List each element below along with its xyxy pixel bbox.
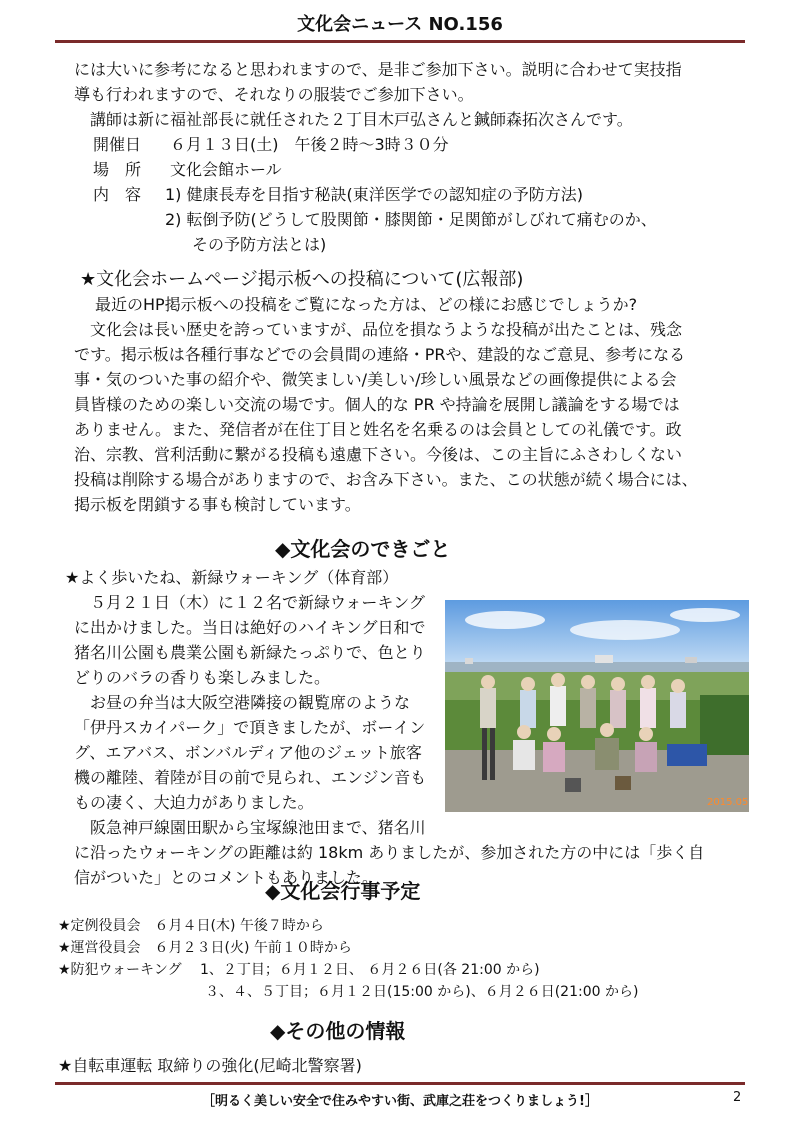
hp-line-1: 最近のHP掲示板への投稿をご覧になった方は、どの様にお感じでしょうか?: [95, 295, 638, 314]
intro-line-2: 導も行われますので、それなりの服装でご参加下さい。: [74, 85, 474, 104]
schedule-line-3: ★防犯ウォーキング 1、２丁目；６月１２日、 ６月２６日(各 21:00 から): [58, 962, 540, 978]
place-value: 文化会館ホール: [170, 160, 282, 179]
events-line-2: に出かけました。当日は絶好のハイキング日和で: [74, 618, 426, 637]
hp-line-6: ありません。また、発信者が在住丁目と姓名を名乗るのは会員としての礼儀です。政: [74, 420, 682, 439]
hp-line-3: です。掲示板は各種行事などでの会員間の連絡・PRや、建設的なご意見、参考になる: [74, 345, 686, 364]
schedule-line-2: ★運営役員会 ６月２３日(火) 午前１０時から: [58, 940, 352, 956]
schedule-line-1: ★定例役員会 ６月４日(木) 午後７時から: [58, 918, 324, 934]
intro-line-1: には大いに参考になると思われますので、是非ご参加下さい。説明に合わせて実技指: [74, 60, 682, 79]
hp-line-8: 投稿は削除する場合がありますので、お含み下さい。また、この状態が続く場合には、: [74, 470, 698, 489]
other-item: ★自転車運転 取締りの強化(尼崎北警察署): [58, 1056, 362, 1075]
hp-line-2: 文化会は長い歴史を誇っていますが、品位を損なうような投稿が出たことは、残念: [74, 320, 683, 339]
hp-line-4: 事・気のついた事の紹介や、微笑ましい/美しい/珍しい風景などの画像提供による会: [74, 370, 677, 389]
page-number: 2: [733, 1090, 742, 1105]
events-line-8: 機の離陸、着陸が目の前で見られ、エンジン音も: [74, 768, 427, 787]
schedule-line-4: ３、４、５丁目；６月１２日(15:00 から)、６月２６日(21:00 から): [205, 984, 639, 1000]
schedule-heading: ◆文化会行事予定: [265, 879, 421, 903]
events-line-12: 信がついた」とのコメントもありました。: [74, 868, 379, 887]
date-label: 開催日: [93, 135, 142, 154]
content-item-3: その予防方法とは): [192, 235, 327, 254]
hp-line-9: 掲示板を閉鎖する事も検討しています。: [74, 495, 361, 514]
events-subtitle: ★よく歩いたね、新緑ウォーキング（体育部）: [65, 568, 399, 587]
top-rule: [55, 40, 745, 43]
events-heading: ◆文化会のできごと: [275, 537, 451, 561]
events-line-10: 阪急神戸線園田駅から宝塚線池田まで、猪名川: [74, 818, 426, 837]
content-label: 内 容: [93, 185, 142, 204]
events-line-7: グ、エアバス、ボンバルディア他のジェット旅客: [74, 743, 422, 762]
events-line-1: ５月２１日（木）に１２名で新緑ウォーキング: [74, 593, 425, 612]
date-value: ６月１３日(土) 午後２時〜3時３０分: [170, 135, 449, 154]
bottom-rule: [55, 1082, 745, 1085]
events-line-5: お昼の弁当は大阪空港隣接の観覧席のような: [74, 693, 411, 712]
footer-slogan: ［明るく美しい安全で住みやすい街、武庫之荘をつくりましょう!］: [202, 1094, 598, 1109]
hp-line-5: 員皆様のための楽しい交流の場です。個人的な PR や持論を展開し議論をする場では: [74, 395, 680, 414]
events-line-11: に沿ったウォーキングの距離は約 18km ありましたが、参加された方の中には「歩く自: [74, 843, 705, 862]
photo-date-stamp: 2015.05: [707, 797, 749, 808]
walking-group-photo: [445, 600, 749, 812]
content-item-2: 2) 転倒予防(どうして股関節・膝関節・足関節がしびれて痛むのか、: [165, 210, 657, 229]
hp-title: ★文化会ホームページ掲示板への投稿について(広報部): [80, 269, 524, 290]
hp-line-7: 治、宗教、営利活動に繋がる投稿も遠慮下さい。今後は、この主旨にふさわしくない: [74, 445, 683, 464]
events-line-9: もの凄く、大迫力がありました。: [74, 793, 314, 812]
events-line-3: 猪名川公園も農業公園も新緑たっぷりで、色とり: [74, 643, 426, 662]
newsletter-title: 文化会ニュース NO.156: [297, 14, 503, 35]
events-line-4: どりのバラの香りも楽しみました。: [74, 668, 331, 687]
content-item-1: 1) 健康長寿を目指す秘訣(東洋医学での認知症の予防方法): [165, 185, 583, 204]
place-label: 場 所: [93, 160, 142, 179]
intro-line-3: 講師は新に福祉部長に就任された２丁目木戸弘さんと鍼師森拓次さんです。: [74, 110, 633, 129]
other-heading: ◆その他の情報: [270, 1019, 406, 1043]
events-line-6: 「伊丹スカイパーク」で頂きましたが、ボーイン: [74, 718, 426, 737]
